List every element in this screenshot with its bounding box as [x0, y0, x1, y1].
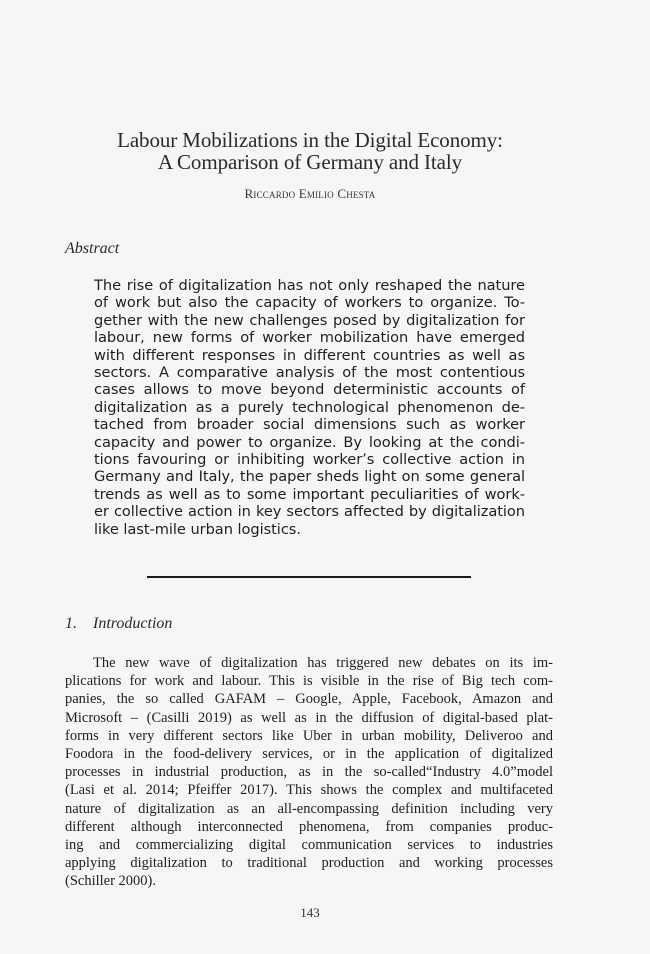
- body-line: The new wave of digitalization has triggered new debates on its im-: [93, 655, 553, 671]
- body-line: ing and commercializing digital communication services to industries: [65, 837, 553, 854]
- abstract-line: tached from broader social dimensions such as worker: [94, 416, 525, 434]
- body-line: Foodora in the food-delivery services, or in the application of digitalized: [65, 746, 553, 763]
- body-line: forms in very different sectors like Uber in urban mobility, Deliveroo and: [65, 727, 553, 744]
- body-line: applying digitalization to traditional production and working processes: [65, 855, 553, 872]
- body-line: (Schiller 2000).: [65, 873, 157, 890]
- body-line: (Lasi et al. 2014; Pfeiffer 2017). This shows the complex and multifaceted: [65, 782, 553, 799]
- body-line: plications for work and labour. This is visible in the rise of Big tech com-: [65, 673, 553, 690]
- abstract-line: like last-mile urban logistics.: [94, 520, 301, 538]
- body-line: processes in industrial production, as in the so-called“Industry 4.0”model: [65, 764, 553, 781]
- abstract-line: er collective action in key sectors affected by digitalization: [94, 503, 525, 521]
- abstract-line: Germany and Italy, the paper sheds light on some general: [94, 468, 525, 486]
- section-heading: [65, 615, 172, 633]
- body-line: panies, the so called GAFAM – Google, Apple, Facebook, Amazon and: [65, 691, 553, 708]
- section-title: Introduction: [93, 615, 173, 632]
- abstract-line: tions favouring or inhibiting worker’s collective action in: [94, 451, 525, 469]
- introduction-body: [65, 654, 553, 891]
- section-number: 1.: [65, 615, 77, 632]
- abstract-line: gether with the new challenges posed by digitalization for: [94, 311, 525, 329]
- title-line: A Comparison of Germany and Italy: [157, 150, 463, 174]
- page-number: 143: [300, 905, 320, 920]
- abstract-line: sectors. A comparative analysis of the most contentious: [94, 364, 525, 382]
- body-line: nature of digitalization as an all-encompassing definition including very: [65, 800, 553, 817]
- author-name: Riccardo Emilio Chesta: [244, 186, 376, 201]
- abstract-line: of work but also the capacity of workers to organize. To-: [94, 294, 525, 312]
- abstract-line: The rise of digitalization has not only reshaped the nature: [94, 277, 525, 294]
- abstract-line: labour, new forms of worker mobilization have emerged: [94, 329, 525, 347]
- abstract-line: trends as well as to some important peculiarities of work-: [94, 485, 525, 503]
- paper-title: [0, 129, 620, 173]
- title-line: Labour Mobilizations in the Digital Economy:: [117, 128, 503, 152]
- abstract-line: cases allows to move beyond deterministic accounts of: [94, 381, 525, 399]
- body-line: different although interconnected phenomena, from companies produc-: [65, 818, 553, 835]
- abstract-line: capacity and power to organize. By looking at the condi-: [94, 433, 525, 451]
- abstract-line: with different responses in different countries as well as: [94, 346, 525, 364]
- abstract-line: digitalization as a purely technological phenomenon de-: [94, 398, 525, 416]
- abstract-body: [94, 277, 525, 538]
- body-line: Microsoft – (Casilli 2019) as well as in the diffusion of digital-based plat-: [65, 709, 553, 726]
- abstract-heading: Abstract: [65, 240, 120, 257]
- section-divider: [147, 576, 471, 578]
